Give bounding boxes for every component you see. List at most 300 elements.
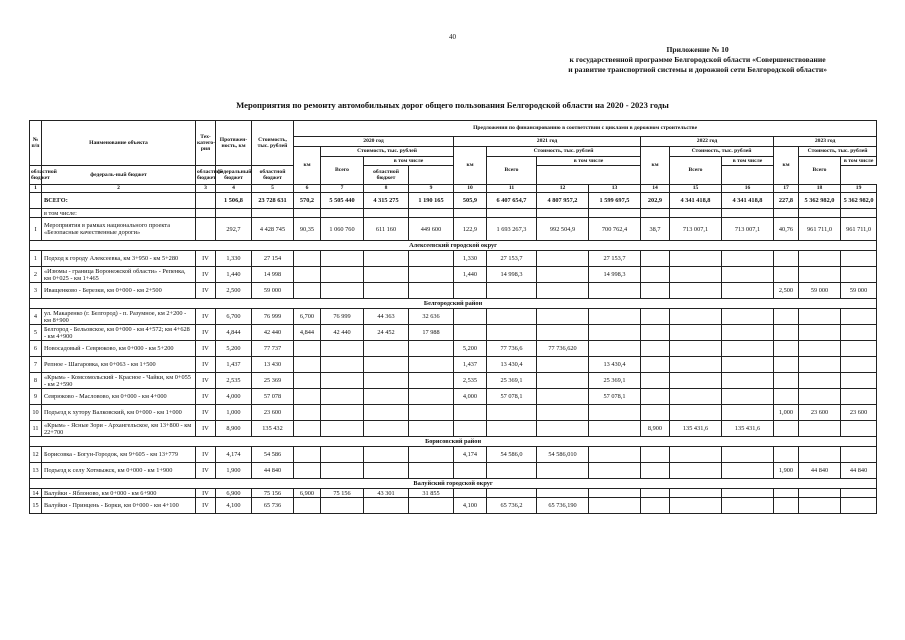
value-cell: 25 369,1	[589, 373, 641, 389]
value-cell: 13 430,4	[487, 357, 537, 373]
value-cell	[537, 325, 589, 341]
length-cell: 1,900	[216, 463, 252, 479]
value-cell	[364, 498, 409, 514]
value-cell	[799, 251, 841, 267]
value-cell: 1 599 697,5	[589, 193, 641, 209]
value-cell	[589, 421, 641, 437]
district-name: Борисовский район	[30, 437, 877, 447]
page-number: 40	[449, 33, 456, 41]
value-cell	[841, 341, 877, 357]
row-number: 4	[30, 309, 42, 325]
value-cell	[722, 357, 774, 373]
value-cell: 42 440	[321, 325, 364, 341]
value-cell	[321, 341, 364, 357]
cost-cell: 44 840	[252, 463, 294, 479]
district-name: Алексеевский городской округ	[30, 241, 877, 251]
value-cell: 4 315 275	[364, 193, 409, 209]
cost-cell: 75 156	[252, 489, 294, 498]
value-cell: 77 736,6	[487, 341, 537, 357]
value-cell	[774, 421, 799, 437]
category-cell	[196, 209, 216, 218]
table-row	[30, 283, 877, 299]
value-cell: 1,440	[454, 267, 487, 283]
value-cell	[409, 421, 454, 437]
value-cell: 4 341 418,8	[722, 193, 774, 209]
value-cell	[364, 267, 409, 283]
table-row	[30, 489, 877, 498]
value-cell	[670, 489, 722, 498]
header-name: Наименование объекта	[42, 121, 196, 166]
header-total-2020: Всего	[321, 157, 364, 185]
column-index-cell: 18	[799, 185, 841, 193]
value-cell	[722, 498, 774, 514]
value-cell: 59 000	[841, 283, 877, 299]
value-cell	[722, 251, 774, 267]
value-cell	[841, 325, 877, 341]
value-cell	[799, 209, 841, 218]
value-cell: 8,900	[641, 421, 670, 437]
cost-cell: 13 430	[252, 357, 294, 373]
value-cell: 713 007,1	[670, 218, 722, 241]
value-cell	[774, 309, 799, 325]
cost-cell: 4 428 745	[252, 218, 294, 241]
value-cell	[321, 357, 364, 373]
value-cell: 4 807 957,2	[537, 193, 589, 209]
value-cell: 57 078,1	[487, 389, 537, 405]
object-name: Подход к городу Алексеевка, км 3+950 - км 5+280	[42, 251, 196, 267]
value-cell	[774, 267, 799, 283]
district-group-row	[30, 479, 877, 489]
value-cell	[537, 283, 589, 299]
value-cell	[321, 447, 364, 463]
value-cell	[641, 389, 670, 405]
column-index-cell: 12	[537, 185, 589, 193]
category-cell: IV	[196, 267, 216, 283]
value-cell	[321, 498, 364, 514]
value-cell	[722, 389, 774, 405]
row-number: 2	[30, 267, 42, 283]
object-name: Новосадовый - Севрюково, км 0+000 - км 5+200	[42, 341, 196, 357]
category-cell: IV	[196, 309, 216, 325]
value-cell	[537, 405, 589, 421]
value-cell: 1,330	[454, 251, 487, 267]
value-cell	[670, 309, 722, 325]
value-cell: 14 998,3	[487, 267, 537, 283]
table-row	[30, 251, 877, 267]
column-index-cell: 2	[42, 185, 196, 193]
value-cell: 570,2	[294, 193, 321, 209]
table-row	[30, 357, 877, 373]
header-incl-2023: в том числе	[841, 157, 877, 166]
row-number: 14	[30, 489, 42, 498]
value-cell	[364, 447, 409, 463]
value-cell	[409, 498, 454, 514]
value-cell	[321, 421, 364, 437]
table-row	[30, 341, 877, 357]
header-2023: 2023 год	[774, 137, 877, 147]
value-cell	[294, 267, 321, 283]
value-cell: 2,500	[774, 283, 799, 299]
value-cell	[722, 341, 774, 357]
object-name: «Крым» - Комсомольский - Красное - Чайки, км 0+055 - км 2+590	[42, 373, 196, 389]
category-cell: IV	[196, 341, 216, 357]
object-name: Репное - Шагаровка, км 0+063 - км 1+500	[42, 357, 196, 373]
appendix-title: Приложение № 10	[666, 45, 729, 54]
value-cell	[537, 373, 589, 389]
value-cell: 227,8	[774, 193, 799, 209]
value-cell: 44 840	[799, 463, 841, 479]
value-cell	[487, 209, 537, 218]
value-cell: 25 369,1	[487, 373, 537, 389]
header-incl-2022: в том числе	[722, 157, 774, 166]
value-cell	[364, 209, 409, 218]
value-cell	[774, 373, 799, 389]
length-cell: 292,7	[216, 218, 252, 241]
value-cell	[641, 209, 670, 218]
header-regional-2020: областной бюджет	[30, 166, 42, 185]
value-cell	[641, 325, 670, 341]
value-cell	[364, 421, 409, 437]
row-number: 15	[30, 498, 42, 514]
value-cell: 1 693 267,3	[487, 218, 537, 241]
length-cell: 4,844	[216, 325, 252, 341]
cost-cell: 23 728 631	[252, 193, 294, 209]
value-cell	[487, 489, 537, 498]
column-index-row	[30, 185, 877, 193]
value-cell: 5 362 982,0	[841, 193, 877, 209]
value-cell	[670, 405, 722, 421]
value-cell	[409, 447, 454, 463]
value-cell	[294, 405, 321, 421]
column-index-cell: 13	[589, 185, 641, 193]
category-cell	[196, 193, 216, 209]
header-federal-2020: федераль-ный бюджет	[42, 166, 196, 185]
value-cell: 4,174	[454, 447, 487, 463]
value-cell	[641, 357, 670, 373]
value-cell	[841, 357, 877, 373]
value-cell	[589, 309, 641, 325]
header-incl-2021: в том числе	[537, 157, 641, 166]
length-cell: 4,000	[216, 389, 252, 405]
district-group-row	[30, 437, 877, 447]
value-cell	[641, 267, 670, 283]
value-cell: 38,7	[641, 218, 670, 241]
value-cell: 2,535	[454, 373, 487, 389]
cost-cell: 23 600	[252, 405, 294, 421]
value-cell	[364, 373, 409, 389]
value-cell	[487, 309, 537, 325]
value-cell	[589, 447, 641, 463]
value-cell	[774, 357, 799, 373]
cost-cell: 65 736	[252, 498, 294, 514]
value-cell	[487, 421, 537, 437]
column-index-cell: 4	[216, 185, 252, 193]
column-index-cell: 15	[670, 185, 722, 193]
value-cell	[409, 283, 454, 299]
object-name: Валуйки - Принцень - Борки, км 0+000 - км 4+100	[42, 498, 196, 514]
row-number: 3	[30, 283, 42, 299]
value-cell	[722, 489, 774, 498]
category-cell: IV	[196, 421, 216, 437]
value-cell: 713 007,1	[722, 218, 774, 241]
table-header	[30, 121, 877, 193]
value-cell: 17 988	[409, 325, 454, 341]
value-cell	[841, 209, 877, 218]
category-cell: IV	[196, 373, 216, 389]
value-cell	[409, 373, 454, 389]
value-cell: 65 736,2	[487, 498, 537, 514]
value-cell	[537, 357, 589, 373]
value-cell	[670, 463, 722, 479]
value-cell	[722, 283, 774, 299]
value-cell	[670, 267, 722, 283]
value-cell	[774, 447, 799, 463]
header-total-2021: Всего	[487, 157, 537, 185]
header-cost-2020: Стоимость, тыс. рублей	[321, 147, 454, 157]
value-cell	[409, 341, 454, 357]
value-cell	[670, 341, 722, 357]
value-cell: 1,000	[774, 405, 799, 421]
value-cell	[409, 267, 454, 283]
value-cell	[670, 357, 722, 373]
value-cell	[641, 283, 670, 299]
value-cell: 90,35	[294, 218, 321, 241]
value-cell: 4 341 418,8	[670, 193, 722, 209]
cost-cell: 77 737	[252, 341, 294, 357]
value-cell	[409, 251, 454, 267]
cost-cell: 76 999	[252, 309, 294, 325]
header-2021: 2021 год	[454, 137, 641, 147]
header-km-2022: км	[641, 147, 670, 185]
value-cell: 27 153,7	[487, 251, 537, 267]
value-cell: 961 711,0	[841, 218, 877, 241]
value-cell: 44 840	[841, 463, 877, 479]
value-cell: 6 407 654,7	[487, 193, 537, 209]
cost-cell: 57 078	[252, 389, 294, 405]
cost-cell: 59 000	[252, 283, 294, 299]
value-cell: 4,844	[294, 325, 321, 341]
value-cell	[774, 341, 799, 357]
value-cell: 6,700	[294, 309, 321, 325]
value-cell: 23 600	[799, 405, 841, 421]
value-cell	[799, 489, 841, 498]
value-cell: 505,9	[454, 193, 487, 209]
column-index-cell: 11	[487, 185, 537, 193]
appendix-line-1: к государственной программе Белгородской области «Совершенствование	[569, 55, 826, 64]
column-index-cell: 7	[321, 185, 364, 193]
value-cell	[589, 209, 641, 218]
value-cell	[722, 309, 774, 325]
value-cell	[589, 463, 641, 479]
column-index-cell: 6	[294, 185, 321, 193]
column-index-cell: 3	[196, 185, 216, 193]
value-cell	[589, 341, 641, 357]
value-cell	[641, 447, 670, 463]
value-cell	[774, 251, 799, 267]
value-cell: 13 430,4	[589, 357, 641, 373]
length-cell: 4,100	[216, 498, 252, 514]
value-cell: 14 998,3	[589, 267, 641, 283]
value-cell	[841, 251, 877, 267]
row-number	[30, 193, 42, 209]
value-cell: 44 363	[364, 309, 409, 325]
value-cell	[670, 325, 722, 341]
header-federal-2021: федеральный бюджет	[216, 166, 252, 185]
total-row	[30, 193, 877, 209]
value-cell	[841, 267, 877, 283]
value-cell	[364, 389, 409, 405]
value-cell	[294, 209, 321, 218]
value-cell: 31 855	[409, 489, 454, 498]
document-title: Мероприятия по ремонту автомобильных дорог общего пользования Белгородской области на 2020 - 2023 годы	[236, 100, 669, 110]
object-name: Борисовка - Богун-Городок, км 9+605 - км 13+779	[42, 447, 196, 463]
cost-cell: 135 432	[252, 421, 294, 437]
value-cell	[487, 405, 537, 421]
value-cell	[321, 463, 364, 479]
header-2022: 2022 год	[641, 137, 774, 147]
row-number: I	[30, 218, 42, 241]
value-cell	[294, 341, 321, 357]
value-cell	[641, 405, 670, 421]
value-cell: 135 431,6	[722, 421, 774, 437]
table-row	[30, 218, 877, 241]
header-incl-2020: в том числе	[364, 157, 454, 166]
value-cell	[841, 498, 877, 514]
row-number: 11	[30, 421, 42, 437]
header-cost-2023: Стоимость, тыс. рублей	[799, 147, 877, 157]
value-cell	[670, 447, 722, 463]
value-cell: 76 999	[321, 309, 364, 325]
value-cell	[722, 405, 774, 421]
value-cell	[641, 341, 670, 357]
table-row	[30, 405, 877, 421]
object-name: Белгород - Бельовское, км 0+000 - км 4+572; км 4+628 - км 4+900	[42, 325, 196, 341]
value-cell	[487, 325, 537, 341]
value-cell	[454, 405, 487, 421]
district-name: Белгородский район	[30, 299, 877, 309]
table-row	[30, 209, 877, 218]
table-row	[30, 498, 877, 514]
value-cell	[454, 489, 487, 498]
value-cell	[641, 498, 670, 514]
value-cell	[670, 389, 722, 405]
object-name: Иващенково - Березки, км 0+000 - км 2+500	[42, 283, 196, 299]
appendix-block	[568, 45, 827, 75]
table-row	[30, 373, 877, 389]
header-2020: 2020 год	[294, 137, 454, 147]
value-cell	[670, 283, 722, 299]
value-cell	[537, 389, 589, 405]
length-cell	[216, 209, 252, 218]
column-index-cell: 1	[30, 185, 42, 193]
row-number: 6	[30, 341, 42, 357]
row-number: 12	[30, 447, 42, 463]
value-cell: 961 711,0	[799, 218, 841, 241]
category-cell: IV	[196, 357, 216, 373]
value-cell	[537, 421, 589, 437]
value-cell	[537, 309, 589, 325]
value-cell	[589, 498, 641, 514]
length-cell: 6,700	[216, 309, 252, 325]
value-cell	[454, 325, 487, 341]
value-cell	[841, 389, 877, 405]
row-number: 10	[30, 405, 42, 421]
value-cell	[321, 405, 364, 421]
header-total-2022: Всего	[670, 157, 722, 185]
value-cell	[670, 209, 722, 218]
value-cell: 77 736,620	[537, 341, 589, 357]
value-cell	[774, 389, 799, 405]
table-row	[30, 447, 877, 463]
value-cell: 59 000	[799, 283, 841, 299]
table-row	[30, 309, 877, 325]
category-cell: IV	[196, 498, 216, 514]
value-cell: 27 153,7	[589, 251, 641, 267]
value-cell	[841, 421, 877, 437]
value-cell	[799, 309, 841, 325]
header-no: № п/п	[30, 121, 42, 166]
column-index-cell: 16	[722, 185, 774, 193]
value-cell	[321, 209, 364, 218]
row-number: 1	[30, 251, 42, 267]
value-cell	[454, 421, 487, 437]
value-cell	[841, 447, 877, 463]
table-body	[30, 193, 877, 514]
value-cell	[321, 251, 364, 267]
category-cell: IV	[196, 489, 216, 498]
value-cell	[722, 447, 774, 463]
value-cell	[364, 283, 409, 299]
value-cell	[409, 389, 454, 405]
row-number: 7	[30, 357, 42, 373]
value-cell	[409, 209, 454, 218]
category-cell: IV	[196, 447, 216, 463]
value-cell	[589, 325, 641, 341]
value-cell	[294, 463, 321, 479]
value-cell	[487, 463, 537, 479]
object-name: Мероприятия в рамках национального проекта «Безопасные качественные дороги»	[42, 218, 196, 241]
row-number: 5	[30, 325, 42, 341]
category-cell: IV	[196, 251, 216, 267]
value-cell: 32 636	[409, 309, 454, 325]
object-name: Подъезд к селу Хотмыжск, км 0+000 - км 1+900	[42, 463, 196, 479]
value-cell	[841, 309, 877, 325]
value-cell	[670, 251, 722, 267]
header-regional-2021: областной бюджет	[196, 166, 216, 185]
value-cell	[364, 357, 409, 373]
object-name: в том числе:	[42, 209, 196, 218]
length-cell: 6,900	[216, 489, 252, 498]
value-cell	[454, 463, 487, 479]
value-cell	[409, 463, 454, 479]
value-cell: 43 301	[364, 489, 409, 498]
cost-cell	[252, 209, 294, 218]
district-group-row	[30, 241, 877, 251]
value-cell	[589, 489, 641, 498]
value-cell	[537, 489, 589, 498]
length-cell: 2,535	[216, 373, 252, 389]
category-cell: IV	[196, 463, 216, 479]
length-cell: 1 506,8	[216, 193, 252, 209]
row-number: 9	[30, 389, 42, 405]
object-name: Валуйки - Яблоново, км 0+000 - км 6+900	[42, 489, 196, 498]
header-km-2020: км	[294, 147, 321, 185]
object-name: Севрюково - Масловово, км 0+000 - км 4+000	[42, 389, 196, 405]
row-number: 8	[30, 373, 42, 389]
category-cell	[196, 218, 216, 241]
value-cell	[799, 325, 841, 341]
value-cell	[641, 309, 670, 325]
